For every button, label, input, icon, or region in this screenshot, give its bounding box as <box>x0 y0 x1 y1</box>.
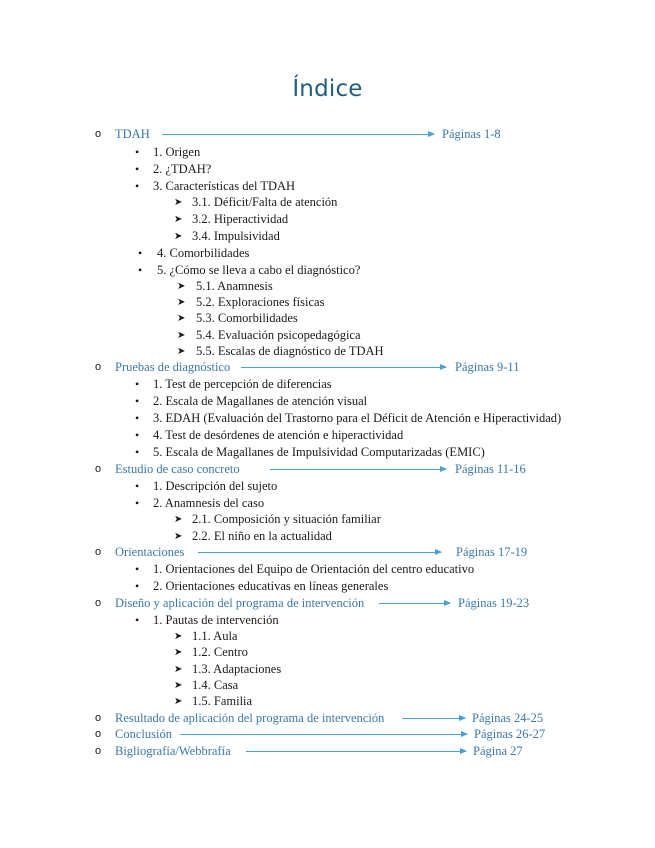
list-marker: o <box>95 728 102 740</box>
bullet-icon: • <box>135 377 140 391</box>
list-item <box>0 578 655 595</box>
list-item-text: 5.4. Evaluación psicopedagógica <box>196 328 361 342</box>
arrow-bullet-icon: ➤ <box>174 197 183 208</box>
page-reference: Páginas 9-11 <box>455 360 520 374</box>
list-item <box>0 677 655 694</box>
bullet-icon: • <box>138 246 143 260</box>
arrow-bullet-icon: ➤ <box>177 330 186 341</box>
list-item <box>0 427 655 444</box>
list-item-text: 5. Escala de Magallanes de Impulsividad Computarizadas (EMIC) <box>153 445 485 459</box>
arrow-bullet-icon: ➤ <box>174 631 183 642</box>
list-item-text: 2. ¿TDAH? <box>153 162 212 176</box>
list-marker: o <box>95 712 102 724</box>
arrow-bullet-icon: ➤ <box>174 531 183 542</box>
bullet-icon: • <box>135 411 140 425</box>
toc-label: TDAH <box>115 127 150 141</box>
page-reference: Páginas 17-19 <box>456 545 528 559</box>
toc-entry-estudio[interactable] <box>0 461 655 478</box>
bullet-icon: • <box>138 263 143 277</box>
page-reference: Página 27 <box>473 744 523 758</box>
list-marker: o <box>95 597 102 609</box>
list-item <box>0 478 655 495</box>
list-item <box>0 628 655 645</box>
arrow-icon <box>241 367 446 368</box>
list-item <box>0 211 655 228</box>
list-item <box>0 278 655 295</box>
list-item <box>0 661 655 678</box>
list-item-text: 5.2. Exploraciones físicas <box>196 295 325 309</box>
arrow-bullet-icon: ➤ <box>177 297 186 308</box>
list-item-text: 5.5. Escalas de diagnóstico de TDAH <box>196 344 384 358</box>
arrow-icon <box>162 134 434 135</box>
list-item <box>0 393 655 410</box>
list-item <box>0 410 655 427</box>
list-item <box>0 612 655 629</box>
arrow-icon <box>198 552 441 553</box>
list-item <box>0 511 655 528</box>
toc-label: Orientaciones <box>115 545 185 559</box>
list-item-text: 1. Orientaciones del Equipo de Orientación del centro educativo <box>153 562 475 576</box>
list-marker: o <box>95 463 102 475</box>
arrow-bullet-icon: ➤ <box>177 346 186 357</box>
list-item-text: 1.4. Casa <box>192 678 239 692</box>
list-item-text: 2. Escala de Magallanes de atención visual <box>153 394 368 408</box>
list-item <box>0 376 655 393</box>
list-item-text: 2. Orientaciones educativas en líneas generales <box>153 579 389 593</box>
list-item <box>0 178 655 195</box>
page-reference: Páginas 11-16 <box>455 462 526 476</box>
arrow-bullet-icon: ➤ <box>174 696 183 707</box>
bullet-icon: • <box>135 179 140 193</box>
list-marker: o <box>95 128 102 140</box>
arrow-bullet-icon: ➤ <box>177 313 186 324</box>
arrow-bullet-icon: ➤ <box>174 514 183 525</box>
list-item <box>0 262 655 279</box>
list-item-text: 2. Anamnesis del caso <box>153 496 265 510</box>
arrow-icon <box>180 734 467 735</box>
toc-entry-orientaciones[interactable] <box>0 544 655 561</box>
arrow-icon <box>246 751 466 752</box>
list-item-text: 3. EDAH (Evaluación del Trastorno para el Déficit de Atención e Hiperactividad) <box>153 411 562 425</box>
list-marker: o <box>95 745 102 757</box>
arrow-icon <box>402 718 465 719</box>
list-item-text: 4. Test de desórdenes de atención e hiperactividad <box>153 428 404 442</box>
list-item <box>0 228 655 245</box>
list-item-text: 2.2. El niño en la actualidad <box>192 529 332 543</box>
page-title: Índice <box>292 76 363 102</box>
list-item-text: 1. Origen <box>153 145 201 159</box>
list-item-text: 3.4. Impulsividad <box>192 229 280 243</box>
arrow-bullet-icon: ➤ <box>174 214 183 225</box>
page-reference: Páginas 19-23 <box>458 596 530 610</box>
bullet-icon: • <box>135 613 140 627</box>
list-item-text: 1.2. Centro <box>192 645 248 659</box>
toc-label: Pruebas de diagnóstico <box>115 360 231 374</box>
bullet-icon: • <box>135 562 140 576</box>
list-item-text: 5. ¿Cómo se lleva a cabo el diagnóstico? <box>157 263 361 277</box>
bullet-icon: • <box>135 496 140 510</box>
arrow-bullet-icon: ➤ <box>174 647 183 658</box>
list-item-text: 1.1. Aula <box>192 629 238 643</box>
bullet-icon: • <box>135 145 140 159</box>
bullet-icon: • <box>135 162 140 176</box>
toc-entry-resultado[interactable] <box>0 710 655 727</box>
toc-entry-conclusion[interactable] <box>0 726 655 743</box>
list-item-text: 1. Test de percepción de diferencias <box>153 377 332 391</box>
toc-label: Conclusión <box>115 727 172 741</box>
toc-label: Diseño y aplicación del programa de intervención <box>115 596 365 610</box>
arrow-bullet-icon: ➤ <box>174 231 183 242</box>
bullet-icon: • <box>135 428 140 442</box>
list-item <box>0 310 655 327</box>
bullet-icon: • <box>135 579 140 593</box>
bullet-icon: • <box>135 394 140 408</box>
list-item <box>0 327 655 344</box>
toc-entry-diseno[interactable] <box>0 595 655 612</box>
list-item-text: 1.5. Familia <box>192 694 253 708</box>
list-marker: o <box>95 361 102 373</box>
toc-entry-bibliografia[interactable] <box>0 743 655 760</box>
list-item-text: 3. Características del TDAH <box>153 179 296 193</box>
arrow-bullet-icon: ➤ <box>177 281 186 292</box>
list-item-text: 1. Descripción del sujeto <box>153 479 278 493</box>
bullet-icon: • <box>135 479 140 493</box>
toc-label: Bigliografía/Webbrafía <box>115 744 231 758</box>
page-reference: Páginas 24-25 <box>472 711 544 725</box>
bullet-icon: • <box>135 445 140 459</box>
arrow-bullet-icon: ➤ <box>174 680 183 691</box>
arrow-bullet-icon: ➤ <box>174 664 183 675</box>
list-item-text: 3.2. Hiperactividad <box>192 212 289 226</box>
list-item <box>0 561 655 578</box>
toc-entry-tdah[interactable] <box>0 126 655 143</box>
toc-label: Resultado de aplicación del programa de intervención <box>115 711 385 725</box>
list-item-text: 5.3. Comorbilidades <box>196 311 298 325</box>
list-item-text: 3.1. Déficit/Falta de atención <box>192 195 338 209</box>
list-item <box>0 495 655 512</box>
list-item <box>0 144 655 161</box>
list-item <box>0 444 655 461</box>
list-item <box>0 194 655 211</box>
list-item <box>0 294 655 311</box>
list-item-text: 4. Comorbilidades <box>157 246 250 260</box>
list-item-text: 2.1. Composición y situación familiar <box>192 512 381 526</box>
page-reference: Páginas 26-27 <box>474 727 546 741</box>
toc-entry-pruebas[interactable] <box>0 359 655 376</box>
list-item-text: 1. Pautas de intervención <box>153 613 279 627</box>
list-marker: o <box>95 546 102 558</box>
list-item <box>0 528 655 545</box>
page-reference: Páginas 1-8 <box>442 127 501 141</box>
arrow-icon <box>379 603 450 604</box>
list-item-text: 1.3. Adaptaciones <box>192 662 282 676</box>
list-item <box>0 644 655 661</box>
list-item <box>0 245 655 262</box>
list-item <box>0 693 655 710</box>
arrow-icon <box>270 469 446 470</box>
list-item <box>0 161 655 178</box>
toc-label: Estudio de caso concreto <box>115 462 240 476</box>
list-item-text: 5.1. Anamnesis <box>196 279 273 293</box>
list-item <box>0 343 655 360</box>
